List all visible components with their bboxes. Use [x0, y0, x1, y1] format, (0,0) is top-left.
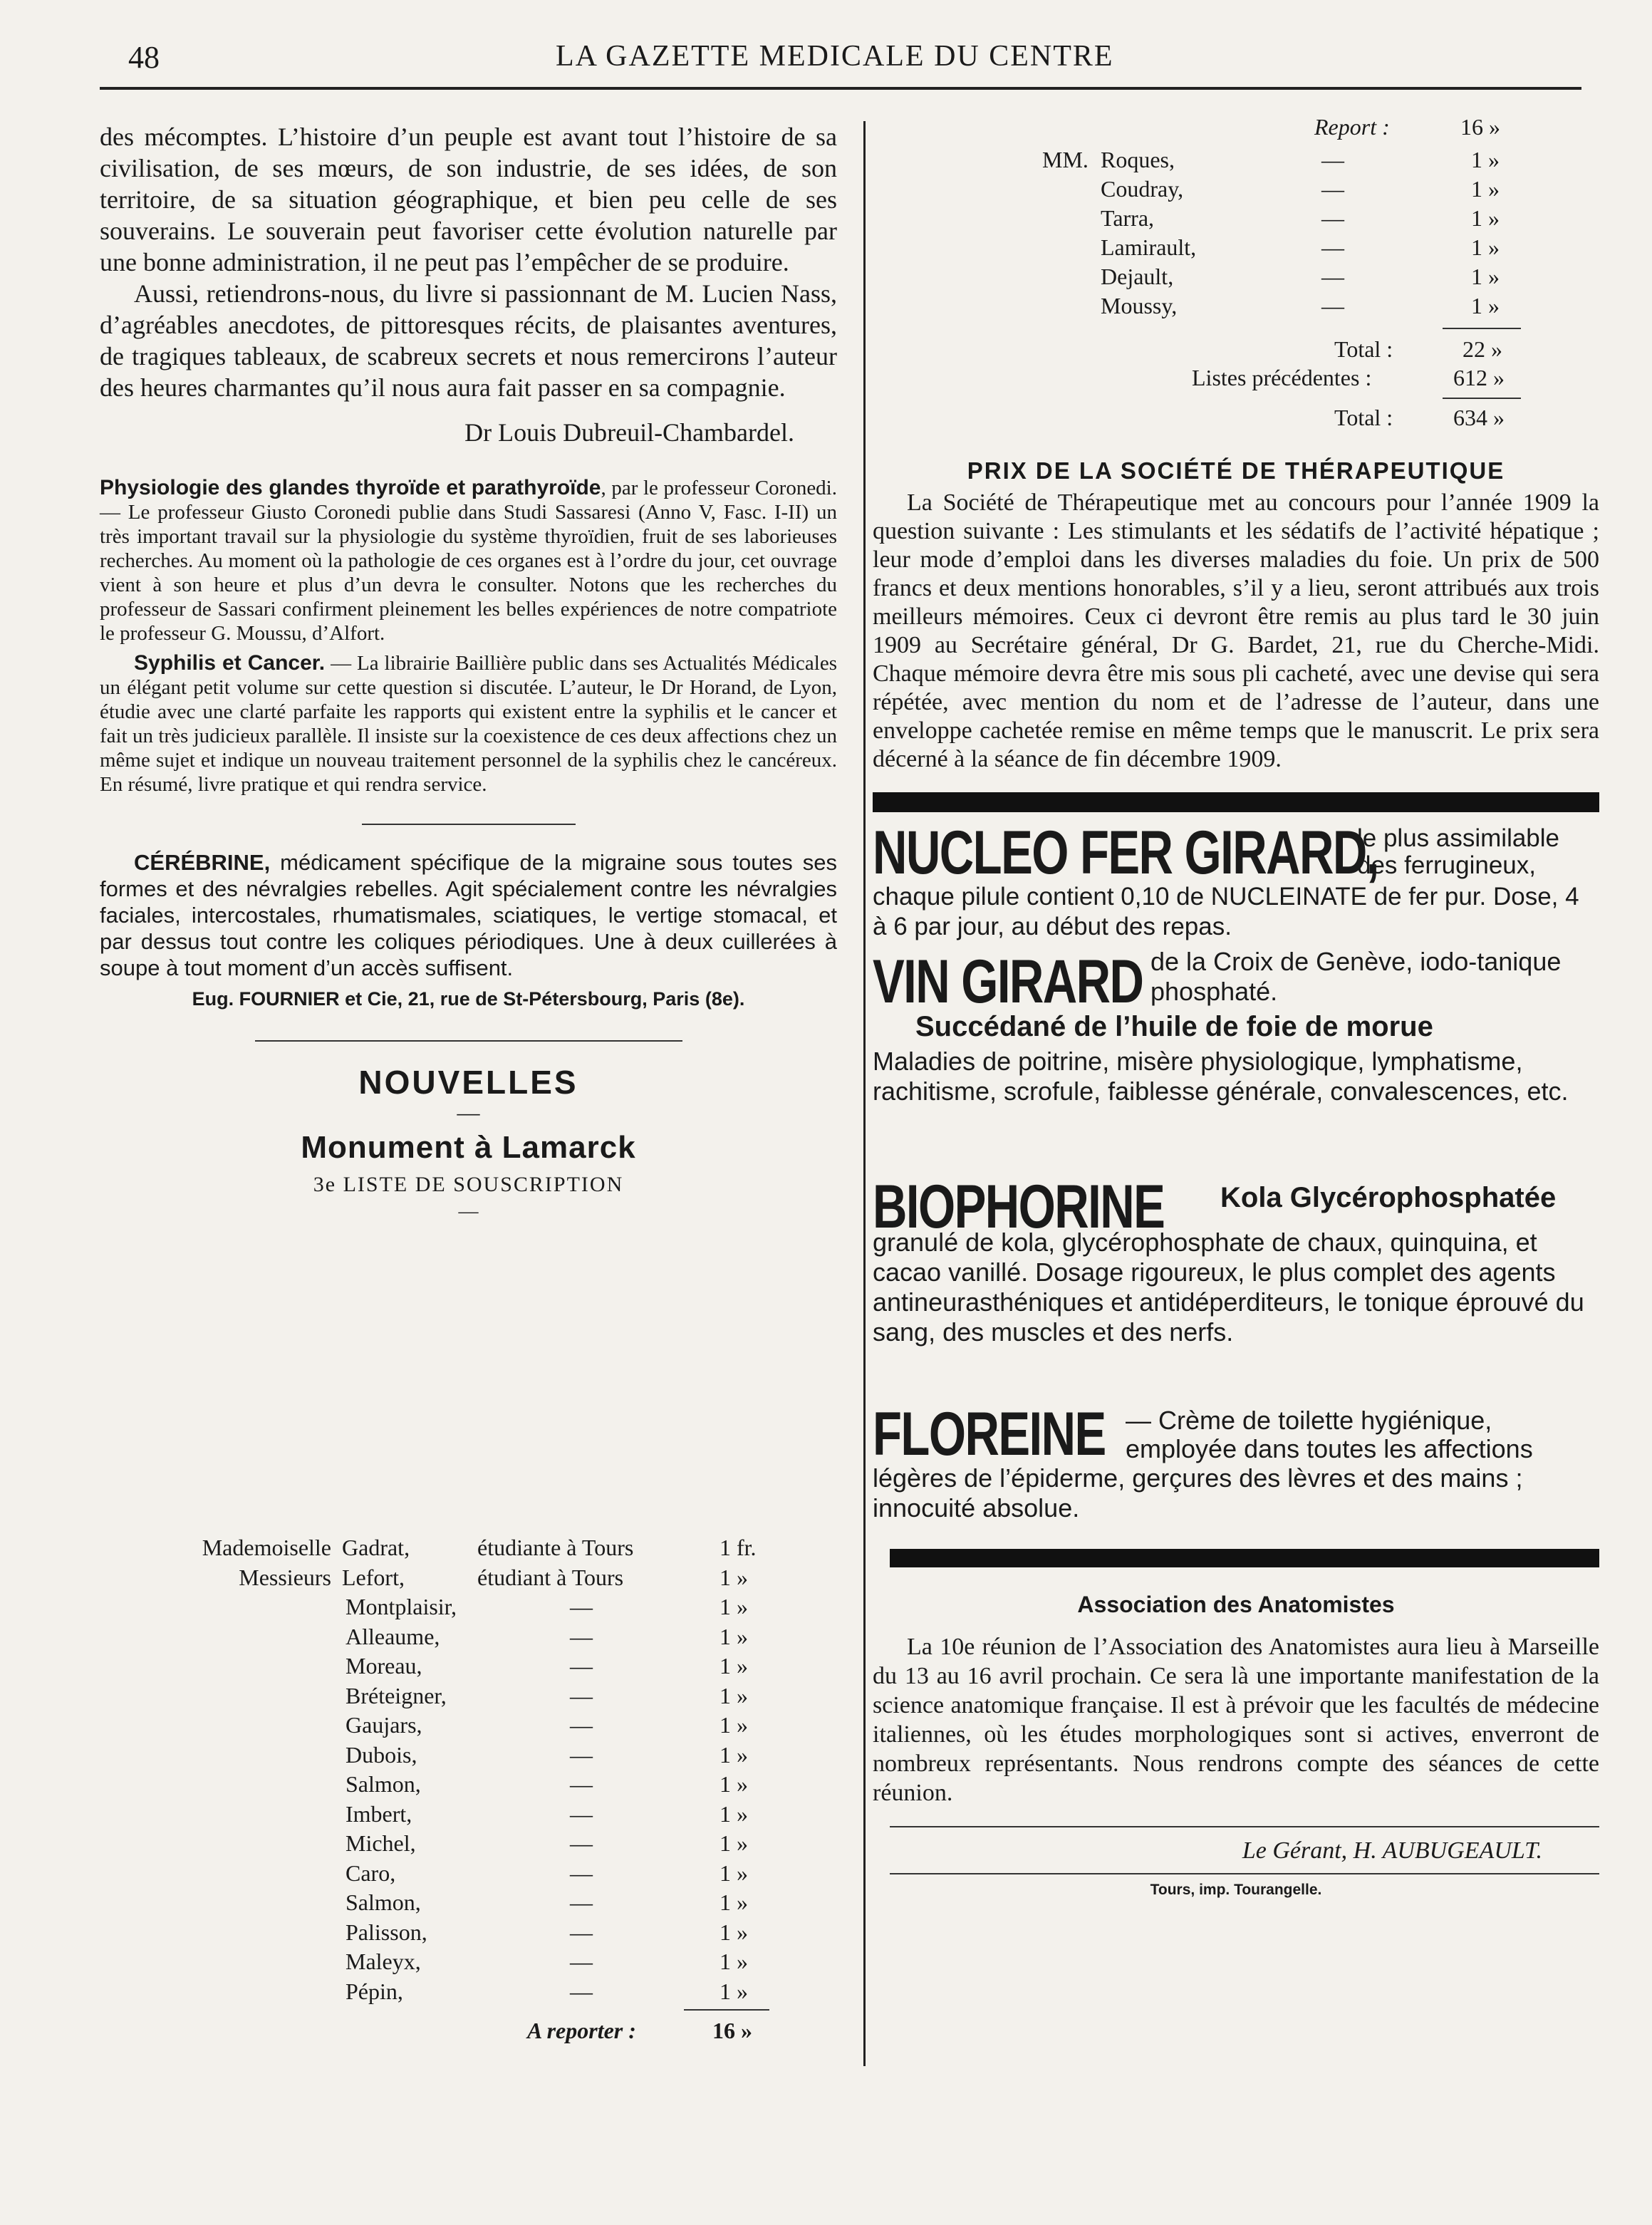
subscriber-row	[100, 1712, 855, 1742]
cerebrine-name: CÉRÉBRINE,	[134, 850, 271, 875]
subscriber-note: —	[570, 1623, 593, 1649]
floreine-tag: — Crème de toilette hygiénique, employée dans toutes les affections	[1126, 1406, 1533, 1463]
subscriber-amount: 1 »	[719, 1919, 748, 1945]
cerebrine-address: Eug. FOURNIER et Cie, 21, rue de St-Pétersbourg, Paris (8e).	[192, 988, 745, 1010]
cerebrine-ad	[100, 849, 837, 981]
subscriber-name: Imbert,	[346, 1800, 412, 1827]
total-rule	[684, 2009, 769, 2011]
report-prefix: MM.	[1042, 147, 1089, 172]
subscriber-note: —	[570, 1712, 593, 1738]
subscriber-note: —	[570, 1830, 593, 1856]
review-signature: Dr Louis Dubreuil-Chambardel.	[464, 418, 794, 447]
cerebrine-text: médicament spécifique de la migraine sous toutes ses formes et des névralgies rebelles. Agit spécialement contre les névralgies faciales, intercostales, rhumatismales, sciatiques, le vertige stomacal, et par dessus tout contre les coliques périodiques. Une à deux cuillerées à soupe à tout moment d’un accès suffisent.	[100, 850, 837, 980]
subscriber-row	[100, 1683, 855, 1713]
report-name: Lamirault,	[1101, 234, 1197, 260]
notice-physiologie	[100, 476, 837, 645]
ad-vin-girard	[873, 947, 1599, 1182]
subscriber-note: —	[570, 1594, 593, 1619]
liste-title: 3e LISTE DE SOUSCRIPTION	[313, 1173, 624, 1196]
page-number: 48	[128, 40, 160, 75]
header-rule	[100, 87, 1581, 90]
total-label: Total :	[1334, 336, 1393, 362]
report-amount: 1 »	[1471, 176, 1500, 202]
subscriber-note: —	[570, 1771, 593, 1797]
nucleo-text: chaque pilule contient 0,10 de NUCLEINATE de fer pur. Dose, 4 à 6 par jour, au début des repas.	[873, 883, 1579, 940]
ad-floreine	[873, 1400, 1599, 1535]
subscriber-note: —	[570, 1860, 593, 1886]
report-name: Dejault,	[1101, 264, 1174, 289]
subscriber-amount: 1 »	[719, 1771, 748, 1797]
subscriber-row	[100, 1919, 855, 1949]
biophorine-text: granulé de kola, glycérophosphate de chaux, quinquina, et cacao vanillé. Dosage rigoureux, le plus complet des agents antineurasthéniques et antidéperditeurs, le tonique éprouvé du sang, des muscles et des nerfs.	[873, 1228, 1584, 1347]
subscriber-note: étudiante à Tours	[477, 1535, 634, 1560]
subscriber-note: —	[570, 1653, 593, 1679]
subscriber-name: Lefort,	[342, 1564, 405, 1590]
subscriber-note: étudiant à Tours	[477, 1564, 624, 1590]
report-label: Report :	[1314, 114, 1390, 140]
previous-lists-label: Listes précédentes :	[1192, 365, 1372, 390]
subscriber-amount: 1 »	[719, 1830, 748, 1856]
vin-text: Maladies de poitrine, misère physiologique, lymphatisme, rachitisme, scrofule, faiblesse générale, convalescences, etc.	[873, 1047, 1569, 1106]
subscriber-name: Caro,	[346, 1860, 396, 1886]
notice-syphilis	[100, 651, 837, 797]
report-note: —	[1321, 176, 1344, 202]
report-amount: 1 »	[1471, 205, 1500, 231]
separator	[890, 1826, 1599, 1827]
gerant-text: Le Gérant, H. AUBUGEAULT.	[1242, 1837, 1542, 1864]
subscriber-amount: 1 »	[719, 1653, 748, 1679]
subscriber-row	[100, 1860, 855, 1890]
vin-tag: de la Croix de Genève, iodo-tanique phosphaté.	[1150, 947, 1562, 1006]
subscriber-row	[100, 1830, 855, 1860]
floreine-text: légères de l’épiderme, gerçures des lèvres et des mains ; innocuité absolue.	[873, 1463, 1523, 1523]
a-reporter-value: 16 »	[712, 2018, 752, 2043]
ad-separator-bar	[873, 792, 1599, 812]
imprimeur: Tours, imp. Tourangelle.	[1150, 1882, 1322, 1898]
biophorine-tag: Kola Glycérophosphatée	[1220, 1182, 1557, 1213]
subscriber-row	[100, 1978, 855, 2008]
subscriber-name: Michel,	[346, 1830, 416, 1856]
report-amount: 1 »	[1471, 264, 1500, 289]
report-note: —	[1321, 293, 1344, 318]
right-column	[873, 457, 1599, 1899]
previous-lists-value: 612 »	[1453, 365, 1505, 390]
total-rule	[1443, 398, 1521, 399]
notice-physiologie-title: Physiologie des glandes thyroïde et parathyroïde	[100, 476, 601, 499]
subscriber-row	[100, 1801, 855, 1831]
subscriber-name: Montplaisir,	[346, 1594, 457, 1619]
subscriber-name: Salmon,	[346, 1771, 421, 1797]
floreine-name: FLOREINE	[873, 1400, 1106, 1468]
report-name: Roques,	[1101, 147, 1175, 172]
subscriber-row	[100, 1771, 855, 1801]
subscriber-note: —	[570, 1682, 593, 1708]
subscriber-amount: 1 »	[719, 1800, 748, 1827]
report-note: —	[1321, 205, 1344, 231]
report-note: —	[1321, 147, 1344, 172]
subscriber-name: Dubois,	[346, 1741, 417, 1768]
grand-total-value: 634 »	[1453, 405, 1505, 430]
review-paragraph-2: Aussi, retiendrons-nous, du livre si passionnant de M. Lucien Nass, d’agréables anecdotes, de pittoresques récits, de plaisantes aventures, de tragiques tableaux, de scabreux secrets et nous remercirons l’auteur des heures charmantes qu’il nous aura fait passer en sa compagnie.	[100, 279, 837, 402]
association-title: Association des Anatomistes	[1077, 1592, 1395, 1617]
subscriber-amount: 1 »	[719, 1564, 748, 1590]
a-reporter-label: A reporter :	[527, 2018, 636, 2043]
subscriber-note: —	[570, 1741, 593, 1768]
notice-syphilis-title: Syphilis et Cancer.	[134, 651, 326, 675]
gerant	[873, 1837, 1599, 1864]
subscriber-row	[100, 1742, 855, 1772]
subscriber-amount: 1 »	[719, 1978, 748, 2004]
subscriber-name: Gadrat,	[342, 1535, 410, 1560]
subscriber-note: —	[570, 1800, 593, 1827]
association-text: La 10e réunion de l’Association des Anatomistes aura lieu à Marseille du 13 au 16 avril prochain. Ce sera là une importante manifestation de la science anatomique française. Il est à prévoir que les facultés de médecine italiennes, où les études morphologiques sont si actives, enverront de nombreux représentants. Nous rendrons compte des séances de cette réunion.	[873, 1634, 1599, 1806]
subscriber-title: Messieurs	[239, 1564, 331, 1590]
report-name: Tarra,	[1101, 205, 1155, 231]
subscriber-row	[100, 1535, 855, 1565]
separator	[362, 824, 576, 825]
subscriber-row	[100, 1889, 855, 1919]
notice-physiologie-text: , par le professeur Coronedi. — Le professeur Giusto Coronedi publie dans Studi Sassaresi (Anno V, Fasc. I-II) un très important travail sur la physiologie du système thyroïdien, fruit de ses laborieuses recherches. Au moment où la pathologie de ces organes est à l’ordre du jour, cet ouvrage vient à son heure et plus d’un devra le consulter. Notons que les recherches du professeur de Sassari confirment pleinement les belles expériences de notre compatriote le professeur G. Moussu, d’Alfort.	[100, 477, 837, 645]
vin-subtitle: Succédané de l’huile de foie de morue	[915, 1011, 1433, 1042]
review-paragraph-1: des mécomptes. L’histoire d’un peuple est avant tout l’histoire de sa civilisation, de ses mœurs, de son industrie, de ses idées, de son territoire, de sa situation géographique, et bien peu celle de ses souverains. Le souverain peut favoriser cette évolution naturelle par une bonne administration, il ne peut pas l’empêcher de se produire.	[100, 123, 837, 276]
biophorine-name: BIOPHORINE	[873, 1173, 1165, 1241]
subscriber-note: —	[570, 1978, 593, 2004]
subscriber-amount: 1 »	[719, 1889, 748, 1915]
prix-title: PRIX DE LA SOCIÉTÉ DE THÉRAPEUTIQUE	[967, 457, 1505, 484]
subscriber-name: Gaujars,	[346, 1712, 422, 1738]
subscriber-amount: 1 fr.	[719, 1535, 757, 1560]
nucleo-name: NUCLEO FER GIRARD,	[873, 819, 1378, 887]
prix-text: La Société de Thérapeutique met au concours pour l’année 1909 la question suivante : Les stimulants et les sédatifs de l’activité hépatique ; leur mode d’emploi dans les diverses maladies du foie. Un prix de 500 francs et deux mentions honorables, s’il y a lieu, seront attribués aux trois meilleurs mémoires. Ceux ci devront être remis au plus tard le 30 juin 1909 au Secrétaire général, Dr G. Bardet, 21, rue du Cherche-Midi. Chaque mémoire devra être mis sous pli cacheté, avec une devise qui sera répétée, avec mention du nom et de l’adresse de l’auteur, dans une enveloppe cachetée remise en même temps que le manuscrit. Le prix sera décerné à la séance de fin décembre 1909.	[873, 489, 1599, 772]
report-amount: 1 »	[1471, 234, 1500, 260]
subscriber-amount: 1 »	[719, 1949, 748, 1974]
subscriber-amount: 1 »	[719, 1594, 748, 1619]
total-rule	[1443, 328, 1521, 329]
subscriber-name: Pépin,	[346, 1978, 403, 2004]
separator	[255, 1040, 682, 1042]
report-note: —	[1321, 264, 1344, 289]
subscriber-note: —	[570, 1949, 593, 1974]
subscriber-name: Bréteigner,	[346, 1682, 447, 1708]
report-amount: 1 »	[1471, 293, 1500, 318]
subscriber-row	[100, 1594, 855, 1624]
report-note: —	[1321, 234, 1344, 260]
nucleo-tag: le plus assimilable des ferrugineux,	[1357, 824, 1560, 879]
ad-separator-bar	[890, 1549, 1599, 1567]
subscriber-name: Palisson,	[346, 1919, 427, 1945]
subscriber-note: —	[570, 1919, 593, 1945]
grand-total-label: Total :	[1334, 405, 1393, 430]
monument-title: Monument à Lamarck	[301, 1130, 636, 1165]
vin-name: VIN GIRARD	[873, 948, 1143, 1016]
subscriber-name: Moreau,	[346, 1653, 422, 1679]
liste-dash: —	[458, 1200, 479, 1223]
notice-syphilis-text: — La librairie Baillière public dans ses Actualités Médicales un élégant petit volume sur cette question si discutée. L’auteur, le Dr Horand, de Lyon, étudie avec une clarté parfaite les rapports qui existent entre la syphilis et le cancer et fait un très judicieux parallèle. Il insiste sur la coexistence de ces deux affections chez un même sujet et indique un nouveau traitement personnel de la syphilis chez le cancéreux. En résumé, livre pratique et qui rendra service.	[100, 652, 838, 796]
nouvelles-heading: NOUVELLES	[358, 1064, 578, 1101]
subscriber-amount: 1 »	[719, 1623, 748, 1649]
report-name: Moussy,	[1101, 293, 1178, 318]
ad-biophorine	[873, 1173, 1599, 1406]
subscriber-row	[100, 1949, 855, 1978]
subscriber-amount: 1 »	[719, 1712, 748, 1738]
subscriber-row	[100, 1565, 855, 1594]
left-column	[100, 121, 837, 1221]
subscriber-title: Mademoiselle	[202, 1535, 331, 1560]
subscriber-row	[100, 1653, 855, 1683]
subscriber-amount: 1 »	[719, 1741, 748, 1768]
journal-title: LA GAZETTE MEDICALE DU CENTRE	[556, 40, 1114, 73]
report-name: Coudray,	[1101, 176, 1184, 202]
subscriber-note: —	[570, 1889, 593, 1915]
column-rule	[863, 121, 866, 2066]
subscriber-row	[100, 1624, 855, 1654]
total-value: 22 »	[1463, 336, 1502, 362]
subscriber-name: Maleyx,	[346, 1949, 421, 1974]
subscriber-amount: 1 »	[719, 1682, 748, 1708]
separator	[890, 1873, 1599, 1874]
subscriber-amount: 1 »	[719, 1860, 748, 1886]
report-amount: 1 »	[1471, 147, 1500, 172]
a-reporter-row	[100, 2018, 855, 2048]
ad-nucleo	[873, 819, 1599, 947]
report-value: 16 »	[1460, 114, 1500, 140]
subscription-list	[100, 1535, 855, 2062]
subscriber-name: Salmon,	[346, 1889, 421, 1915]
subscriber-name: Alleaume,	[346, 1623, 440, 1649]
nouvelles-dash: —	[457, 1099, 480, 1125]
report-list	[873, 114, 1592, 442]
